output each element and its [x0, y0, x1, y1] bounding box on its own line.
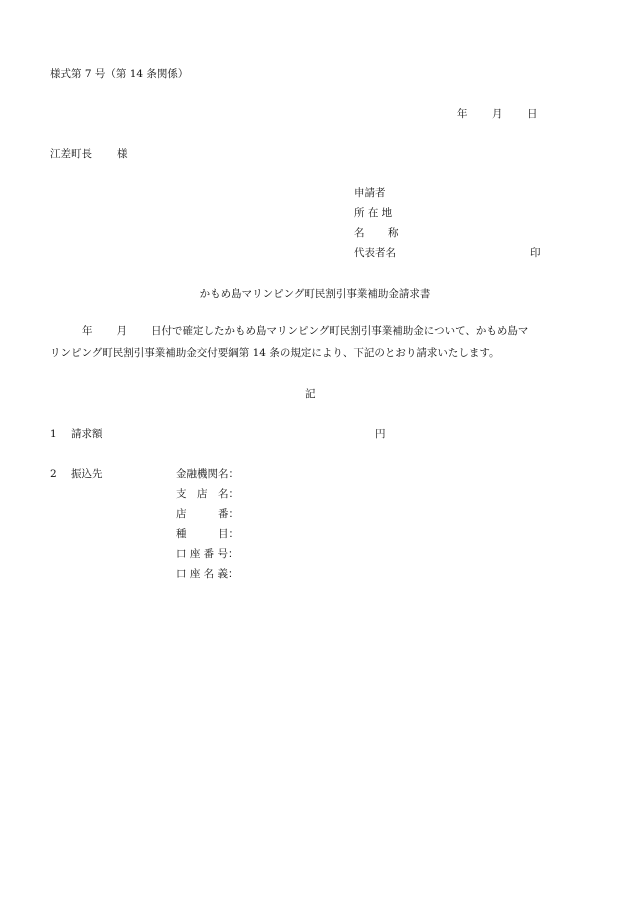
field-account-holder: 口 座 名 義： [176, 568, 239, 580]
date-year: 年 [457, 108, 468, 120]
body-year: 年 [82, 325, 93, 337]
field-bank-name: 金融機関名： [176, 468, 239, 480]
field-account-type: 種 目： [176, 528, 239, 540]
item-2-label: 振込先 [71, 468, 103, 480]
item-1-number: 1 [50, 428, 57, 440]
item-2-number: 2 [50, 468, 57, 480]
applicant-name-label-1: 名 [354, 227, 365, 239]
field-branch-number: 店 番： [176, 508, 239, 520]
addressee-name: 江差町長 [50, 148, 92, 160]
date-day: 日 [527, 108, 538, 120]
date-month: 月 [492, 108, 503, 120]
applicant-name-label-2: 称 [388, 227, 399, 239]
applicant-representative-label: 代表者名 [354, 247, 396, 259]
applicant-address-label: 所 在 地 [354, 207, 393, 219]
body-line-1-text: 日付で確定したかもめ島マリンピング町民割引事業補助金について、かもめ島マ [151, 325, 529, 337]
ki-heading: 記 [305, 388, 316, 400]
body-line-2: リンピング町民割引事業補助金交付要綱第 14 条の規定により、下記のとおり請求いたします。 [50, 347, 500, 359]
body-paragraph [50, 320, 580, 364]
seal-mark: 印 [530, 247, 541, 259]
item-1-unit: 円 [375, 428, 386, 440]
field-account-number: 口 座 番 号： [176, 548, 239, 560]
item-1-label: 請求額 [71, 428, 103, 440]
form-number: 様式第 7 号（第 14 条関係） [50, 68, 189, 80]
document-title: かもめ島マリンピング町民割引事業補助金請求書 [199, 288, 431, 300]
addressee-honorific: 様 [117, 148, 128, 160]
applicant-heading: 申請者 [354, 187, 386, 199]
body-line-1 [50, 320, 580, 342]
body-month: 月 [116, 325, 127, 337]
field-branch-name: 支 店 名： [176, 488, 239, 500]
